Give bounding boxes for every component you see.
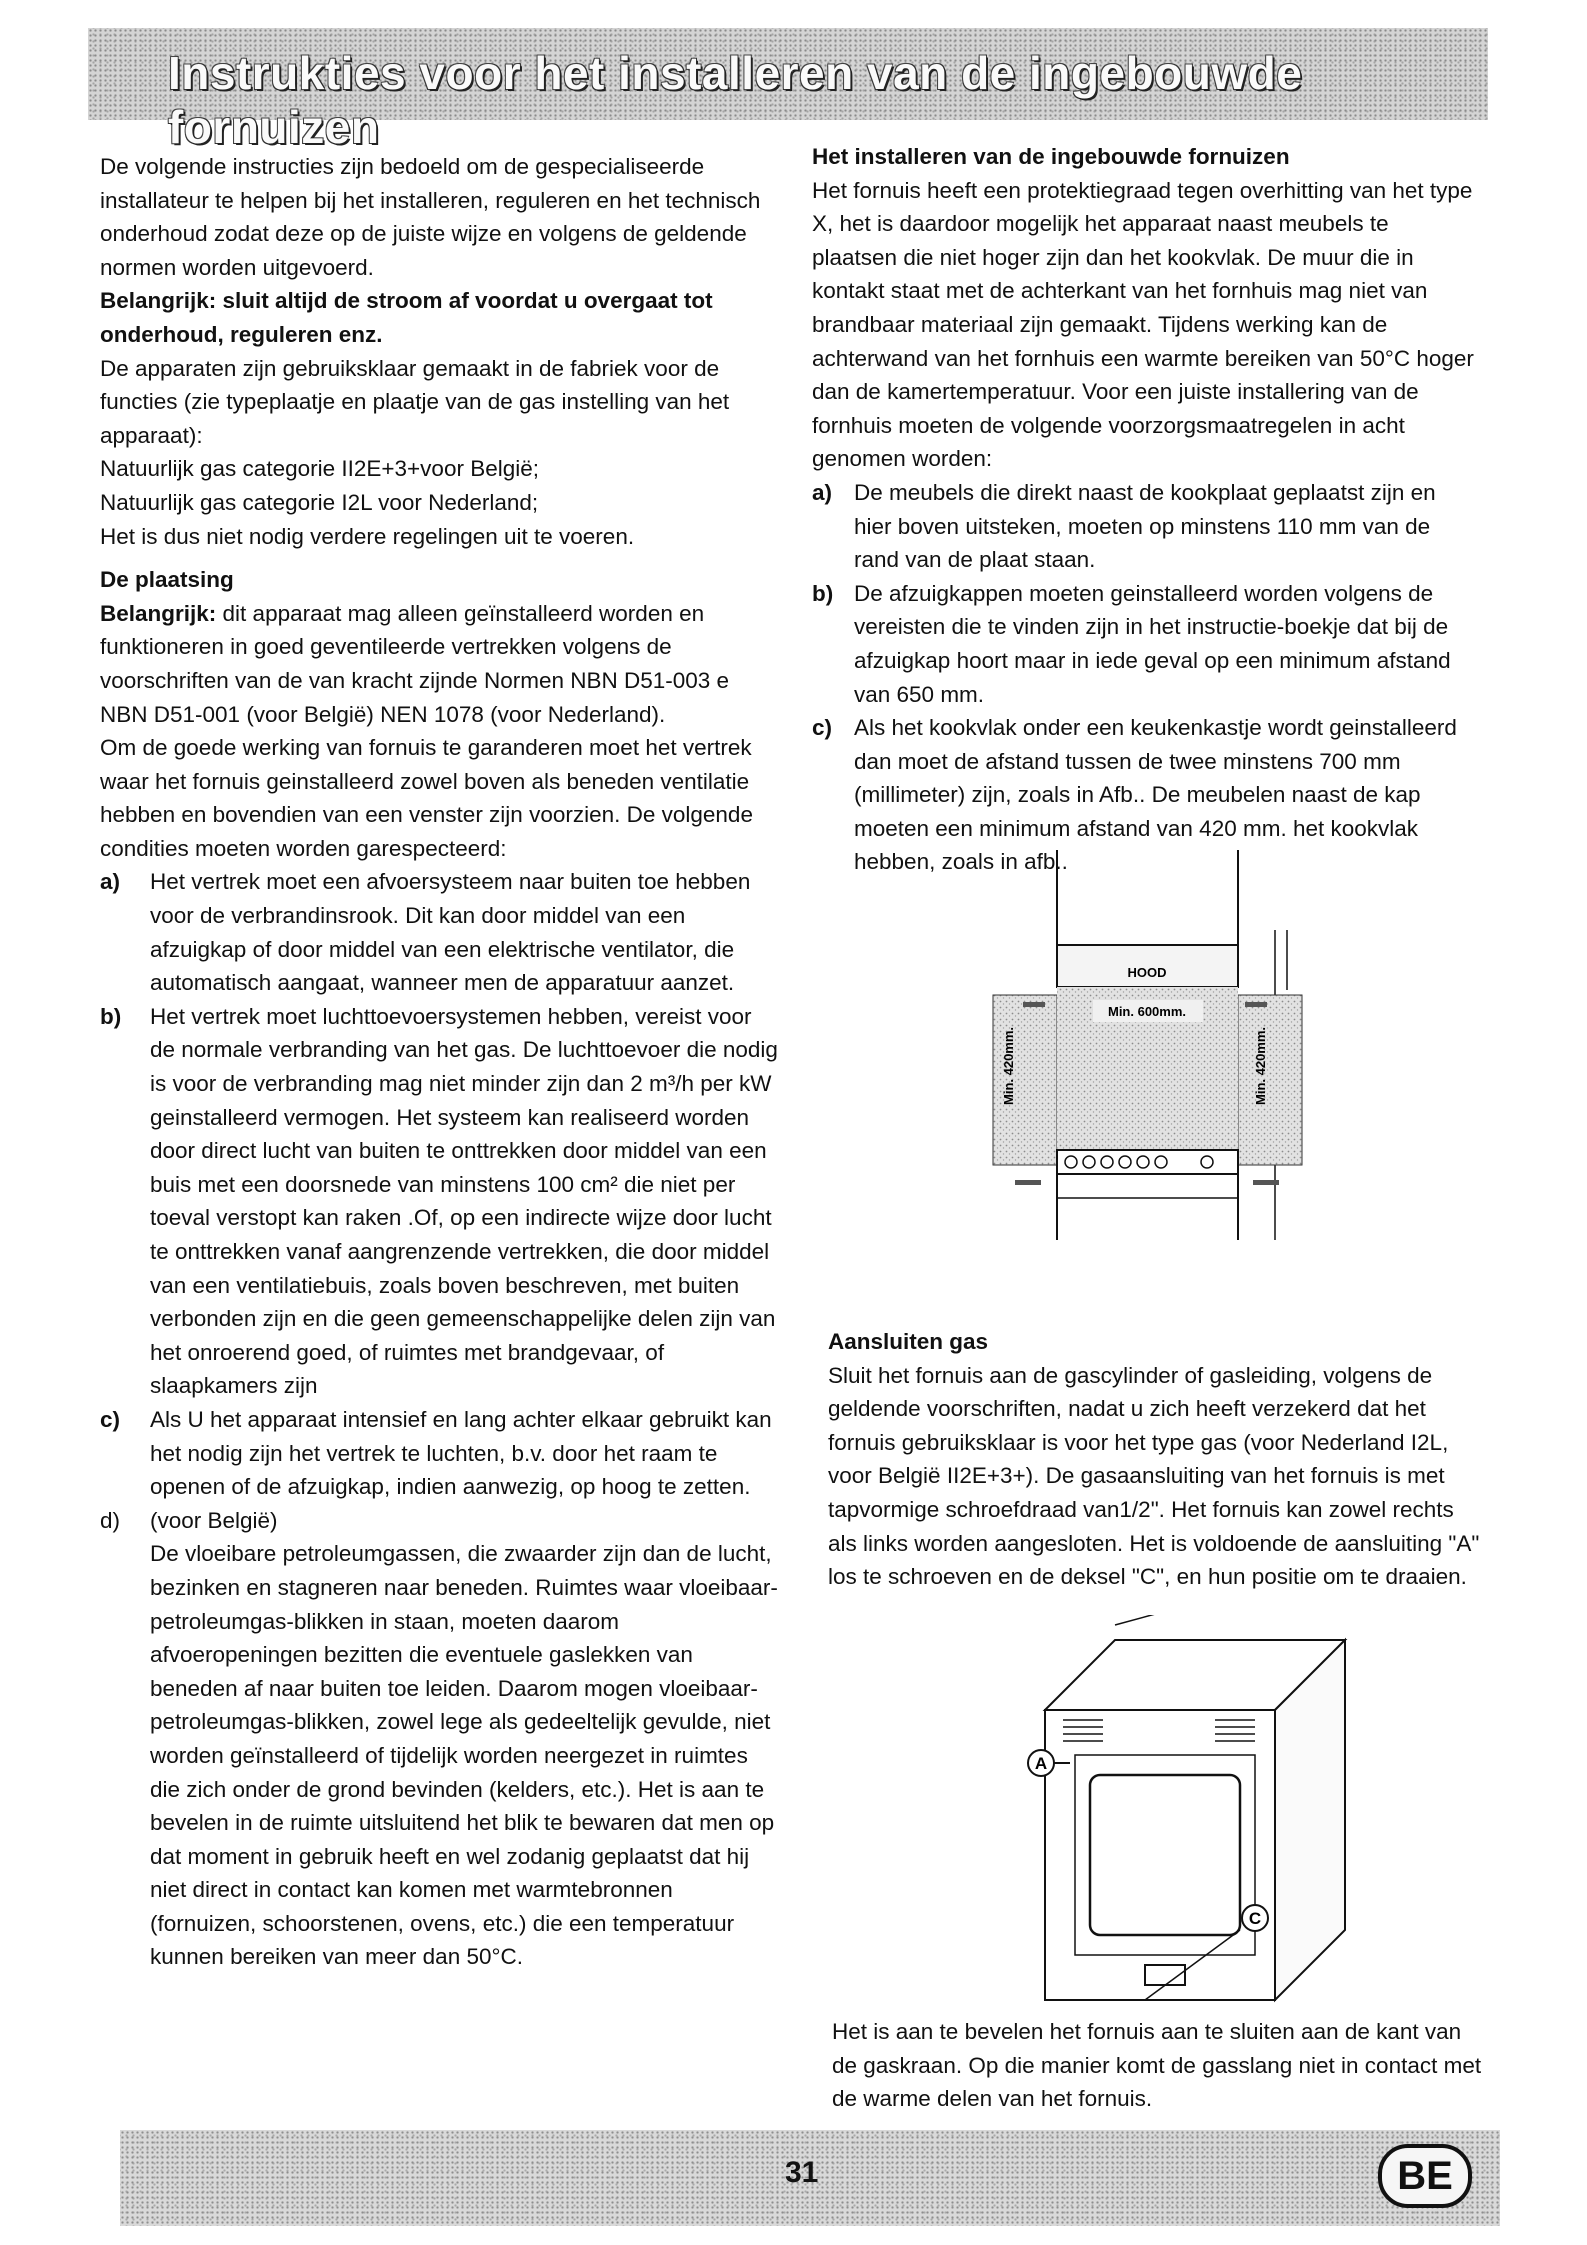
placement-paragraph xyxy=(100,597,780,731)
list-item-text: Als het kookvlak onder een keukenkastje wordt geinstalleerd dan moet de afstand tussen de twee minstens 700 mm (millimeter) zijn, zoals in Afb.. De meubelen naast de kap moeten een minimum afstand van 420 mm. het kookvlak hebben, zoals in afb.. xyxy=(854,715,1457,875)
left-column xyxy=(100,150,780,1974)
placement-text: dit apparaat mag alleen geïnstalleerd worden en funktioneren in goed geventileerde vertrekken volgens de voorschriften van de van kracht zijnde Normen NBN D51-003 e NBN D51-001 (voor België) NEN 1078 (voor Nederland). xyxy=(100,600,730,727)
gas-note-section xyxy=(832,2015,1492,2116)
page-title: Instrukties voor het installeren van de ingebouwde fornuizen xyxy=(168,47,1303,153)
list-item-label: b) xyxy=(812,580,834,606)
list-item-label: c) xyxy=(812,715,833,741)
placement-label: Belangrijk: xyxy=(100,600,217,626)
install-heading: Het installeren van de ingebouwde fornuizen xyxy=(812,144,1290,169)
list-item-text: De meubels die direkt naast de kookplaat geplaatst zijn en hier boven uitsteken, moeten op minstens 110 mm van de rand van de plaat staan. xyxy=(854,479,1436,573)
cabinet-right xyxy=(1238,995,1302,1165)
connection-a-label: A xyxy=(1034,1754,1048,1773)
min420-right-label: Min. 420mm. xyxy=(1253,1026,1268,1105)
gas-heading: Aansluiten gas xyxy=(828,1329,989,1354)
ventilation-paragraph: Om de goede werking van fornuis te garanderen moet het vertrek waar het fornuis geinstalleerd zowel boven als beneden ventilatie hebben en bovendien van een venster zijn voorzien. De volgende condities moeten worden garespecteerd: xyxy=(100,735,753,861)
gas-paragraph: Sluit het fornuis aan de gascylinder of gasleiding, volgens de geldende voorschriften, nadat u zich heeft verzekerd dat het fornuis gebruiksklaar is voor het type gas (voor Nederland I2L, voor België II2E+3+). De gasaansluiting van het fornuis is met tapvormige schroefdraad van1/2". Het fornuis kan zowel rechts als links worden aangesloten. Het is voldoende de aansluiting "A" los te schroeven en de deksel "C", en hun positie om te draaien. xyxy=(828,1362,1480,1590)
gas-category-nl: Natuurlijk gas categorie I2L voor Nederland; xyxy=(100,489,539,515)
list-item-label: c) xyxy=(100,1406,121,1432)
page-number: 31 xyxy=(785,2156,819,2189)
list-item-label: a) xyxy=(100,869,121,895)
gas-section xyxy=(828,1325,1488,1594)
no-adjust-text: Het is dus niet nodig verdere regelingen uit te voeren. xyxy=(100,523,635,549)
clearance-diagram xyxy=(975,850,1315,1240)
list-item-label: d) xyxy=(100,1507,121,1533)
min420-left-label: Min. 420mm. xyxy=(1001,1026,1016,1105)
min600-label: Min. 600mm. xyxy=(1107,1004,1187,1019)
list-item xyxy=(812,577,1477,711)
country-badge: BE xyxy=(1378,2144,1472,2208)
list-item xyxy=(812,476,1477,577)
title-banner xyxy=(88,28,1488,153)
important-notice: Belangrijk: sluit altijd de stroom af voordat u overgaat tot onderhoud, reguleren enz. xyxy=(100,288,713,347)
list-item xyxy=(100,1403,780,1504)
list-item-label: a) xyxy=(812,479,833,505)
factory-paragraph: De apparaten zijn gebruiksklaar gemaakt in de fabriek voor de functies (zie typeplaatje en plaatje van de gas instelling van het apparaat): xyxy=(100,355,730,448)
list-item xyxy=(100,1504,780,1974)
intro-paragraph: De volgende instructies zijn bedoeld om de gespecialiseerde installateur te helpen bij het installeren, reguleren en het technisch onderhoud zodat deze op de juiste wijze en volgens de geldende normen worden uitgevoerd. xyxy=(100,154,761,280)
gas-note: Het is aan te bevelen het fornuis aan te sluiten aan de kant van de gaskraan. Op die manier komt de gasslang niet in contact met de warme delen van het fornuis. xyxy=(832,2019,1482,2112)
gas-category-be: Natuurlijk gas categorie II2E+3+voor België; xyxy=(100,456,540,482)
cover-c-label: C xyxy=(1248,1909,1262,1928)
footer-band xyxy=(120,2130,1500,2226)
list-item-text: Het vertrek moet een afvoersysteem naar buiten toe hebben voor de verbrandinsrook. Dit kan door middel van een afzuigkap of door middel van een elektrische ventilator, die automatisch aangaat, wanneer men de apparatuur aanzet. xyxy=(150,869,751,996)
list-item-text: De afzuigkappen moeten geinstalleerd worden volgens de vereisten die te vinden zijn in het instructie-boekje dat bij de afzuigkap hoort maar in iede geval op een minimum afstand van 650 mm. xyxy=(854,580,1451,707)
list-item-text: Als U het apparaat intensief en lang achter elkaar gebruikt kan het nodig zijn het vertrek te luchten, b.v. door het raam te openen of de afzuigkap, indien aanwezig, op hoog te zetten. xyxy=(150,1406,772,1500)
oven-rear-diagram xyxy=(1015,1615,1365,2010)
list-item-text: Het vertrek moet luchttoevoersystemen hebben, vereist voor de normale verbranding van het gas. De luchttoevoer die nodig is voor de verbranding mag niet minder zijn dan 2 m³/h per kW geinstalleerd vermogen. Het systeem kan realiseerd worden door direct lucht van buiten te onttrekken door middel van een buis met een doorsnede van minstens 100 cm² die niet per toeval verstopt kan raken .Of, op een indirecte wijze door lucht te onttrekken vanaf aangrenzende vertrekken, die door middel van een ventilatiebuis, zoals boven beschreven, met buiten verbonden zijn en die geen gemeenschappelijke delen zijn van het onroerend goed, of ruimtes met brandgevaar, of slaapkamers zijn xyxy=(150,1003,778,1399)
right-column xyxy=(812,140,1477,879)
list-item xyxy=(100,865,780,999)
hood-label: HOOD xyxy=(1127,965,1167,980)
list-item xyxy=(100,1000,780,1403)
placement-heading: De plaatsing xyxy=(100,567,234,593)
list-item-text: (voor België) De vloeibare petroleumgassen, die zwaarder zijn dan de lucht, bezinken en stagneren naar beneden. Ruimtes waar vloeibaar-petroleumgas-blikken in staan, moeten daarom afvoeropeningen bezitten die eventuele gaslekken van beneden af naar buiten toe leiden. Daarom mogen vloeibaar-petroleumgas-blikken, zowel lege als gedeeltelijk gevulde, niet worden geïnstalleerd of tijdelijk worden neergezet in ruimtes die zich onder de grond bevinden (kelders, etc.). Het is aan te bevelen in de ruimte uitsluitend het blik te bewaren dat men op dat moment in gebruik heeft en wel zodanig geplaatst dat hij niet direct in contact kan komen met warmtebronnen (fornuizen, schoorstenen, ovens, etc.) die een temperatuur kunnen bereiken van meer dan 50°C. xyxy=(150,1507,778,1970)
list-item-label: b) xyxy=(100,1003,122,1029)
cooktop xyxy=(1057,1150,1238,1174)
install-paragraph: Het fornuis heeft een protektiegraad tegen overhitting van het type X, het is daardoor mogelijk het apparaat naast meubels te plaatsen die niet hoger zijn dan het kookvlak. De muur die in kontakt staat met de achterkant van het fornhuis mag niet van brandbaar materiaal zijn gemaakt. Tijdens werking kan de achterwand van het fornhuis een warmte bereiken van 50°C hoger dan de kamertemperatuur. Voor een juiste installering van de fornhuis moeten de volgende voorzorgsmaatregelen in acht genomen worden: xyxy=(812,177,1474,472)
